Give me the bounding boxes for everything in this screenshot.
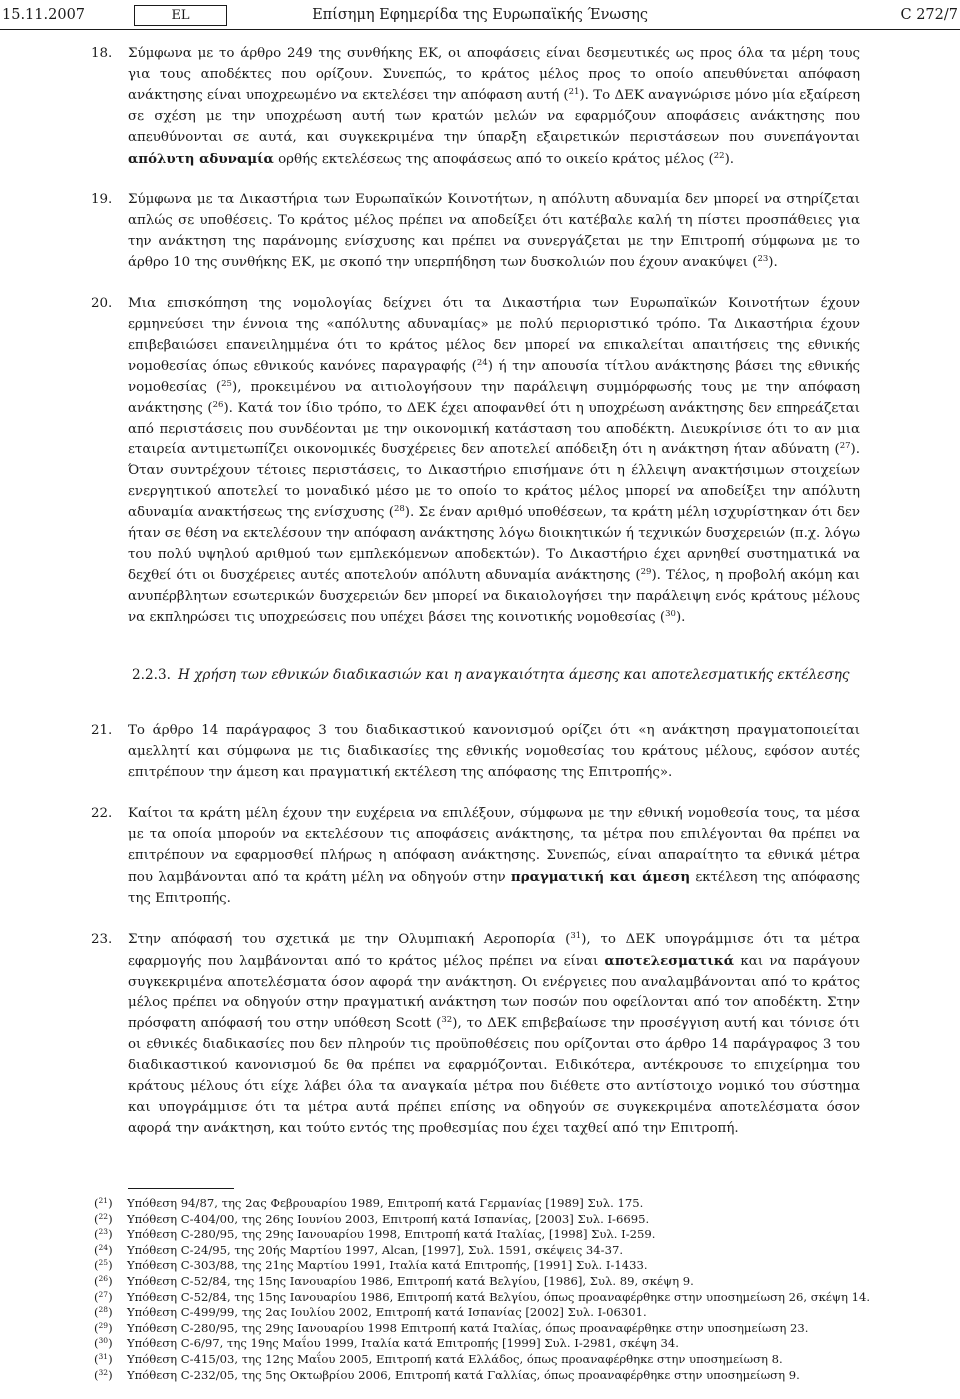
footnote-item xyxy=(94,1227,884,1243)
footnote-text: Υπόθεση C-404/00, της 26ης Ιουνίου 2003, Επιτροπή κατά Ισπανίας, [2003] Συλ. I-6695. xyxy=(127,1211,650,1226)
paragraph-number: 19. xyxy=(91,192,113,208)
paragraph-text xyxy=(128,930,860,1140)
paragraph-text xyxy=(128,190,860,274)
paragraph-number: 18. xyxy=(91,46,113,61)
footnote-number: 32 xyxy=(98,1367,109,1377)
paragraph-number: 22. xyxy=(91,806,113,822)
text-run: Σύμφωνα με τα Δικαστήρια των Ευρωπαϊκών Κοινοτήτων, η απόλυτη αδυναμία δεν μπορεί να στηρίζεται απλώς σε υποθέσεις. Το κράτος μέλος πρέπει να αποδείξει ότι κατέβαλε καλή τη πίστει προσπάθειες για την ανάκτηση της παράνομης ενίσχυσης και πρέπει να συνεργάζεται με την Επιτροπή σύμφωνα με το άρθρο 10 της συνθήκης ΕΚ, με σκοπό την υπερπήδηση των δυσκολιών που έχουν ανακύψει ( xyxy=(128,192,860,271)
page-header xyxy=(0,2,960,28)
footnote-number: 23 xyxy=(98,1227,109,1237)
language-code-box: EL xyxy=(134,5,227,26)
bold-text: αποτελεσματικά xyxy=(604,952,735,969)
footnote-number: 24 xyxy=(98,1242,109,1252)
footnote-number: 26 xyxy=(98,1273,109,1283)
footnote-number: 29 xyxy=(98,1320,109,1330)
text-run: Στην απόφασή του σχετικά με την Ολυμπιακή Αεροπορία ( xyxy=(128,931,571,947)
footnote-reference: 29 xyxy=(640,566,652,577)
publication-date: 15.11.2007 xyxy=(2,7,86,23)
footnote-text: Υπόθεση C-499/99, της 2ας Ιουλίου 2002, Επιτροπή κατά Ισπανίας [2002] Συλ. I-06301. xyxy=(127,1305,647,1320)
text-run: Μια επισκόπηση της νομολογίας δείχνει ότι τα Δικαστήρια των Ευρωπαϊκών Κοινοτήτων έχουν ερμηνεύσει την έννοια της «απόλυτης αδυναμίας» με πολύ περιοριστικό τρόπο. Τα Δικαστήρια έχουν επιβεβαιώσει επανειλημμένα ότι το κράτος μέλος δεν μπορεί να επικαλείται απαιτήσεις της εθνικής νομοθεσίας όπως εθνικούς κανόνες παραγραφής ( xyxy=(128,296,860,374)
footnotes xyxy=(94,1196,884,1383)
footnote-mark: ($^{31}$) xyxy=(94,1351,113,1366)
footnote-divider xyxy=(128,1188,234,1189)
text-run: και να παράγουν συγκεκριμένα αποτελέσματα όσον αφορά την ανάκτηση. Οι ενέργειες που αναλαμβάνονται από το κράτος μέλος πρέπει να οδηγούν στην πραγματική ανάκτηση των ποσών που οφείλονται από τον αποδέκτη. Στην πρόσφατη απόφασή του στην υπόθεση Scott ( xyxy=(128,953,860,1032)
footnote-number: 25 xyxy=(98,1258,109,1268)
bold-text: πραγματική και άμεση xyxy=(510,868,691,885)
text-run: Καίτοι τα κράτη μέλη έχουν την ευχέρεια να επιλέξουν, σύμφωνα με την εθνική νομοθεσία τους, τα μέσα με τα οποία μπορούν να εκτελέσουν τις αποφάσεις ανάκτησης, τα μέτρα που επιλέγονται θα πρέπει να επιτρέπουν να εφαρμοσθεί πλήρως η απόφαση ανάκτησης. Συνεπώς, είναι απαραίτητο τα εθνικά μέτρα που λαμβάνονται από τα κράτη μέλη να οδηγούν στην xyxy=(128,806,860,885)
footnote-item xyxy=(94,1321,884,1337)
section-number: 2.2.3. xyxy=(132,666,171,683)
main-content xyxy=(0,44,960,1160)
footnote-item xyxy=(94,1274,884,1290)
footnote-reference: 30 xyxy=(665,608,676,619)
text-run: ) ή την απουσία τίτλου ανάκτησης βάσει της εθνικής νομοθεσίας ( xyxy=(128,358,860,395)
paragraph-number: 21. xyxy=(91,723,113,739)
footnote-text: Υπόθεση C-280/95, της 29ης Ιανουαρίου 1998, Επιτροπή κατά Ιταλίας, [1998] Συλ. I-259. xyxy=(127,1227,656,1242)
text-run: ). Όταν συντρέχουν τέτοιες περιστάσεις, το Δικαστήριο επισήμανε ότι η έλλειψη ανακτήσιμων στοιχείων ενεργητικού αποτελεί το μοναδικό μέσο με το οποίο το κράτος μέλος μπορεί να αποδείξει την απόλυτη αδυναμία ανακτήσεως της ενίσχυσης ( xyxy=(128,442,860,521)
footnote-number: 31 xyxy=(98,1351,109,1361)
footnote-reference: 28 xyxy=(393,504,405,515)
footnote-reference: 21 xyxy=(568,86,580,97)
footnote-reference: 25 xyxy=(221,378,232,389)
text-run: ορθής εκτελέσεως της αποφάσεως από το οικείο κράτος μέλος ( xyxy=(273,151,714,167)
footnote-reference: 23 xyxy=(757,254,769,265)
footnote-mark: ($^{25}$) xyxy=(94,1258,113,1273)
footnote-item xyxy=(94,1290,884,1306)
footnote-reference: 22 xyxy=(713,150,725,161)
text-run: ), προκειμένου να αιτιολογήσουν την παράλειψη συμμόρφωσής τους με την απόφαση ανάκτησης ( xyxy=(128,379,860,416)
footnote-mark: ($^{23}$) xyxy=(94,1227,113,1242)
text-run: ). Το ΔΕΚ αναγνώρισε μόνο μία εξαίρεση σε σχέση με την υποχρέωση αυτή των κρατών μελών να εφαρμόζουν αποφάσεις ανάκτησης που απευθύνονται σε αυτά, και συγκεκριμένα την ύπαρξη εξαιρετικών περιστάσεων που συνεπάγονται xyxy=(128,87,861,145)
paragraph-text xyxy=(128,804,860,910)
text-run: ). Κατά τον ίδιο τρόπο, το ΔΕΚ έχει αποφανθεί ότι η υποχρέωση ανάκτησης δεν επηρεάζεται από περιστάσεις που συνδέονται με την οικονομική κατάσταση του αποδέκτη. Διευκρίνισε ότι το αν μια εταιρεία αντιμετωπίζει οικονομικές δυσχέρειες δεν αποτελεί απόδειξη ότι η ανάκτηση ήταν αδύνατη ( xyxy=(128,400,860,458)
footnote-number: 21 xyxy=(98,1196,109,1205)
journal-title: Επίσημη Εφημερίδα της Ευρωπαϊκής Ένωσης xyxy=(312,7,648,23)
footnote-text: Υπόθεση 94/87, της 2ας Φεβρουαρίου 1989, Επιτροπή κατά Γερμανίας [1989] Συλ. 175. xyxy=(127,1196,644,1210)
footnote-text: Υπόθεση C-6/97, της 19ης Μαΐου 1999, Ιταλία κατά Επιτροπής [1999] Συλ. I-2981, σκέψη 34. xyxy=(127,1336,679,1351)
bold-text: απόλυτη αδυναμία xyxy=(128,150,274,167)
text-run: ). xyxy=(768,255,778,271)
section-heading xyxy=(0,665,960,686)
footnote-text: Υπόθεση C-303/88, της 21ης Μαρτίου 1991, Ιταλία κατά Επιτροπής, [1991] Συλ. I-1433. xyxy=(127,1258,648,1273)
paragraph-number: 20. xyxy=(91,296,113,312)
footnote-item xyxy=(94,1352,884,1368)
footnote-item xyxy=(94,1368,884,1384)
footnote-text: Υπόθεση C-415/03, της 12ης Μαΐου 2005, Επιτροπή κατά Ελλάδος, όπως προαναφέρθηκε στην υποσημείωση 8. xyxy=(127,1351,783,1366)
footnote-number: 22 xyxy=(98,1211,109,1221)
footnote-mark: ($^{21}$) xyxy=(94,1196,113,1210)
footnote-reference: 26 xyxy=(212,399,224,410)
header-divider xyxy=(0,29,960,30)
paragraph-21 xyxy=(0,721,960,784)
footnote-mark: ($^{32}$) xyxy=(94,1367,113,1382)
text-run: ). Τέλος, η προβολή ακόμη και ανυπέρβλητων εσωτερικών δυσχερειών δεν μπορεί να δικαιολογήσει την παράλειψη ενός κράτους μέλους να εκπληρώσει τις υποχρεώσεις που υπέχει βάσει της κοινοτικής νομοθεσίας ( xyxy=(128,567,860,625)
text-run: ). Σε έναν αριθμό υποθέσεων, τα κράτη μέλη ισχυρίστηκαν ότι δεν ήταν σε θέση να εκτελέσουν την απόφαση ανάκτησης λόγω διοικητικών ή τεχνικών δυσχερειών (π.χ. λόγω του πολύ υψηλού αριθμού των εμπλεκόμενων αποδεκτών). Το Δικαστήριο έχει αρνηθεί συστηματικά να δεχθεί ότι οι δυσχέρειες αυτές αποτελούν απόλυτη αδυναμία ανάκτησης ( xyxy=(128,505,860,583)
footnote-text: Υπόθεση C-24/95, της 20ής Μαρτίου 1997, Alcan, [1997], Συλ. 1591, σκέψεις 34-37. xyxy=(127,1242,624,1257)
paragraph-18 xyxy=(0,44,960,170)
footnote-number: 30 xyxy=(98,1336,109,1346)
text-run: ). xyxy=(724,151,735,167)
footnote-reference: 32 xyxy=(441,1015,453,1026)
paragraph-text xyxy=(128,294,860,629)
footnote-mark: ($^{30}$) xyxy=(94,1336,113,1351)
text-run: Το άρθρο 14 παράγραφος 3 του διαδικαστικού κανονισμού ορίζει ότι «η ανάκτηση πραγματοποιείται αμελλητί και σύμφωνα με τις διαδικασίες της εθνικής νομοθεσίας του κράτους μέλους, εφόσον αυτές επιτρέπουν την άμεση και πραγματική εκτέλεση της απόφασης της Επιτροπής». xyxy=(128,723,860,781)
text-run: ), το ΔΕΚ επιβεβαίωσε την προσέγγιση αυτή και τόνισε ότι οι εθνικές διαδικασίες που δεν πληρούν τις προϋποθέσεις που ορίζονται στο άρθρο 14 παράγραφος 3 του διαδικαστικού κανονισμού δε θα πρέπει να εφαρμόζονται. Ειδικότερα, αντέκρουσε το επιχείρημα του κράτους μέλους ότι είχε λάβει όλα τα αναγκαία μέτρα που διέθετε στο αντίστοιχο νομικό του σύστημα και υπογράμμισε ότι τα μέτρα αυτά πρέπει επίσης να οδηγούν σε συγκεκριμένα αποτελέσματα όσον αφορά την ανάκτηση, και τούτο εντός της προθεσμίας που έχει ταχθεί από την Επιτροπή. xyxy=(128,1016,860,1136)
footnote-item xyxy=(94,1258,884,1274)
footnote-reference: 31 xyxy=(570,930,582,941)
paragraph-19 xyxy=(0,190,960,274)
footnote-reference: 24 xyxy=(476,357,488,368)
footnote-text: Υπόθεση C-232/05, της 5ης Οκτωβρίου 2006, Επιτροπή κατά Γαλλίας, όπως προαναφέρθηκε στην υποσημείωση 9. xyxy=(127,1367,800,1382)
section-title: Η χρήση των εθνικών διαδικασιών και η αναγκαιότητα άμεσης και αποτελεσματικής εκτέλεσης xyxy=(178,666,850,683)
paragraph-22 xyxy=(0,804,960,910)
footnote-number: 28 xyxy=(98,1305,109,1315)
text-run: ). xyxy=(675,609,686,625)
footnote-text: Υπόθεση C-52/84, της 15ης Ιανουαρίου 1986, Επιτροπή κατά Βελγίου, όπως προαναφέρθηκε στην υποσημείωση 26, σκέψη 14. xyxy=(127,1289,871,1304)
text-run: εκτέλεση της απόφασης της Επιτροπής. xyxy=(128,869,860,906)
footnote-item xyxy=(94,1336,884,1352)
footnote-mark: ($^{26}$) xyxy=(94,1273,113,1288)
text-run: ), το ΔΕΚ υπογράμμισε ότι τα μέτρα εφαρμογής που λαμβάνονται από το κράτος μέλος πρέπει να είναι xyxy=(128,931,860,969)
footnote-mark: ($^{28}$) xyxy=(94,1305,113,1320)
paragraph-text xyxy=(128,44,860,170)
footnote-item xyxy=(94,1243,884,1259)
footnote-mark: ($^{29}$) xyxy=(94,1320,113,1335)
footnote-number: 27 xyxy=(98,1289,109,1299)
footnote-mark: ($^{27}$) xyxy=(94,1289,113,1304)
footnote-item xyxy=(94,1196,884,1212)
footnote-mark: ($^{24}$) xyxy=(94,1242,113,1257)
footnote-reference: 27 xyxy=(839,441,851,452)
page-reference: C 272/7 xyxy=(900,7,958,23)
paragraph-23 xyxy=(0,930,960,1140)
footnote-mark: ($^{22}$) xyxy=(94,1211,113,1226)
paragraph-number: 23. xyxy=(91,931,113,947)
footnote-text: Υπόθεση C-280/95, της 29ης Ιανουαρίου 1998 Επιτροπή κατά Ιταλίας, όπως προαναφέρθηκε στην υποσημείωση 23. xyxy=(127,1320,809,1335)
footnote-item xyxy=(94,1212,884,1228)
text-run: Σύμφωνα με το άρθρο 249 της συνθήκης ΕΚ, οι αποφάσεις είναι δεσμευτικές ως προς όλα τα μέρη τους για τους αποδέκτες που ορίζουν. Συνεπώς, το κράτος μέλος προς το οποίο απευθύνεται απόφαση ανάκτησης είναι υποχρεωμένο να εκτελέσει την απόφαση αυτή ( xyxy=(128,46,860,103)
footnote-item xyxy=(94,1305,884,1321)
paragraph-text xyxy=(128,721,860,784)
footnote-text: Υπόθεση C-52/84, της 15ης Ιανουαρίου 1986, Επιτροπή κατά Βελγίου, [1986], Συλ. 89, σκέψη 9. xyxy=(127,1273,694,1288)
paragraph-20 xyxy=(0,294,960,629)
